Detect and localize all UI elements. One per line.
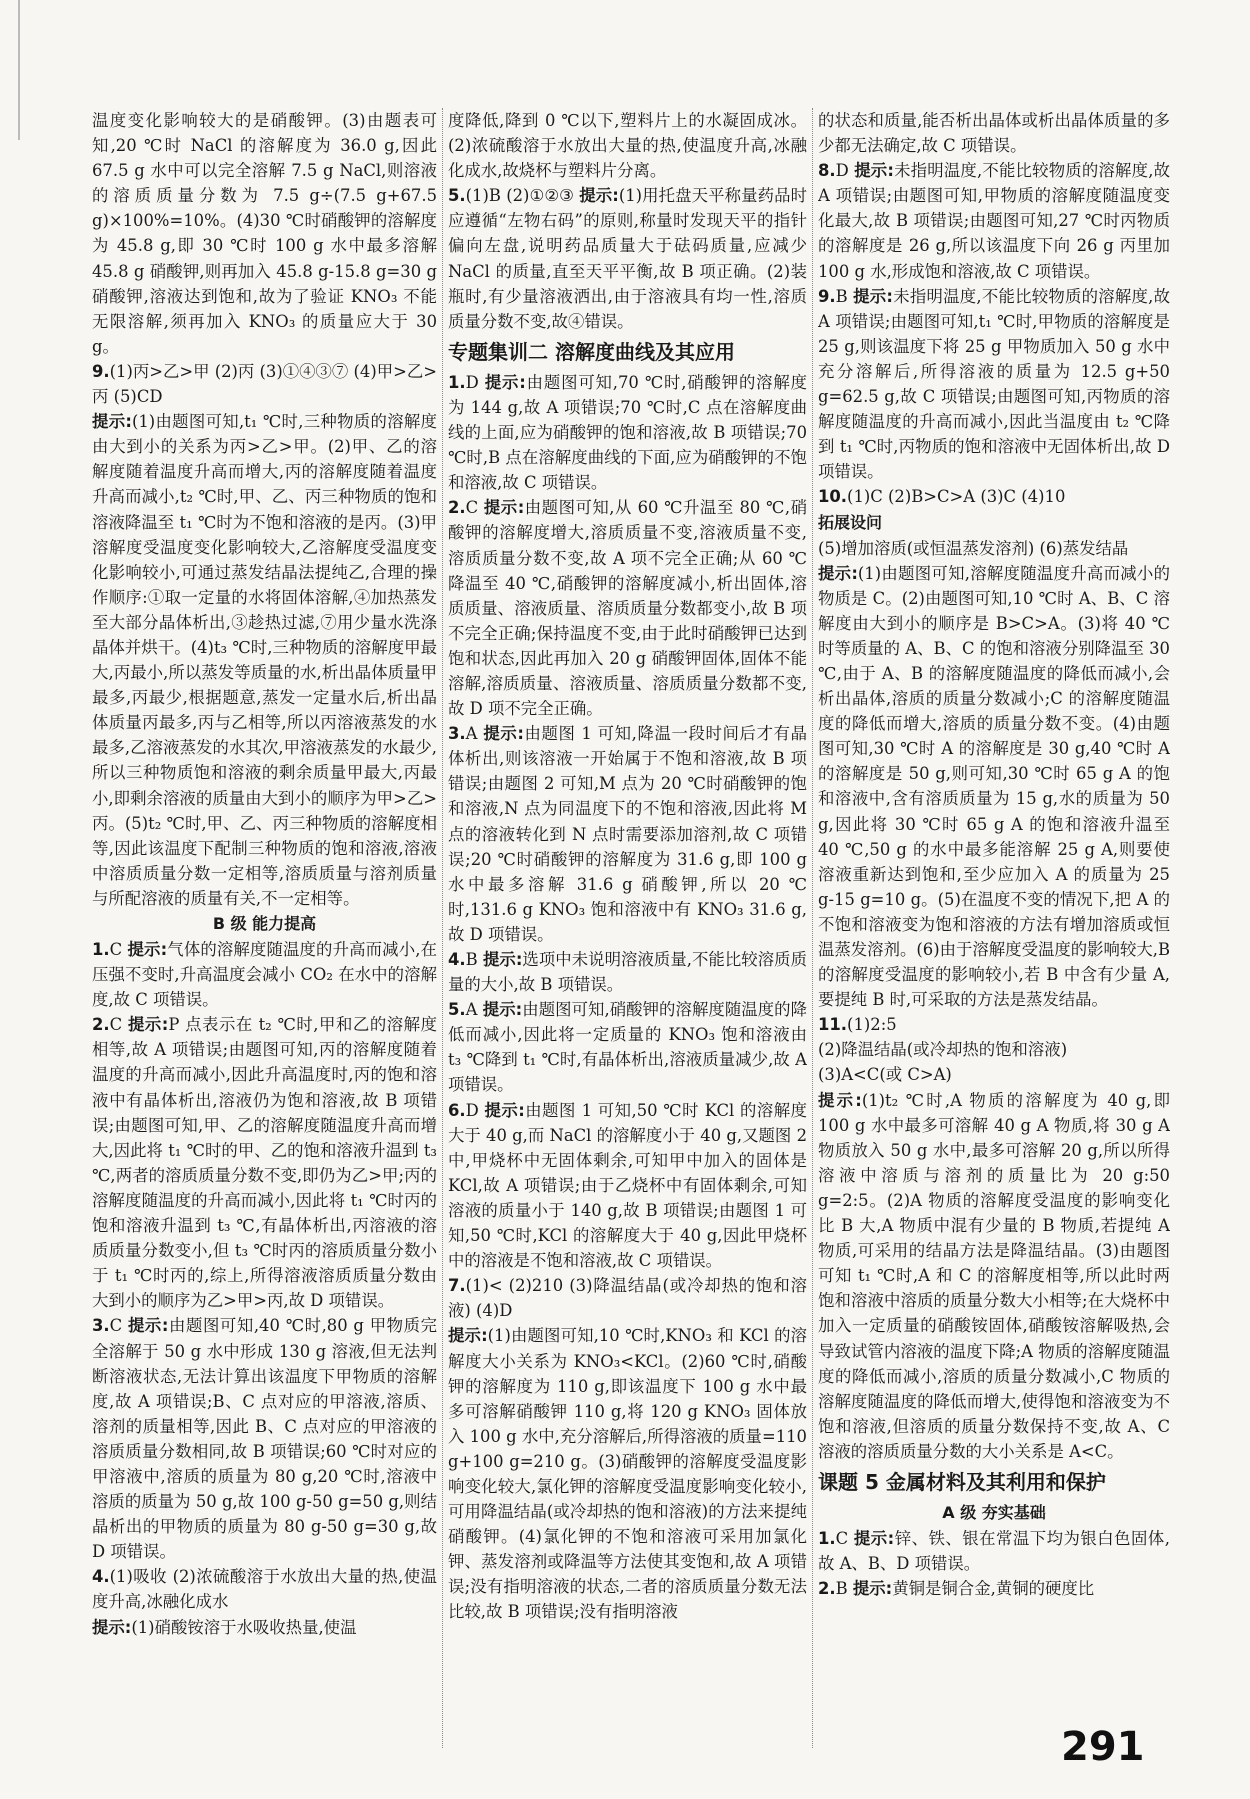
answer-text: (1)< (2)210 (3)降温结晶(或冷却热的饱和溶液) (4)D — [448, 1276, 807, 1321]
question-number: 1. — [448, 372, 466, 392]
hint-label: 提示: — [92, 1617, 132, 1637]
section-heading: 课题 5 金属材料及其利用和保护 — [818, 1469, 1106, 1494]
hint-text: 黄铜是铜合金,黄铜的硬度比 — [892, 1579, 1095, 1599]
hint-text: 由题图可知,从 60 ℃升温至 80 ℃,硝酸钾的溶解度增大,溶质质量不变,溶液质量不变,溶质质量分数不变,故 A 项不完全正确;从 60 ℃降温至 40 ℃,硝酸钾的溶解度减小,析出固体,溶质质量、溶液质量、溶质质量分数都变小,故 B 项不完全正确;保持温度不变,由于此时硝酸钾已达到饱和状态,因此再加入 20 g 硝酸钾固体,固体不能溶解,溶质质量、溶液质量、溶质质量分数都不变,故 D 项不完全正确。 — [448, 498, 807, 719]
question-number: 6. — [448, 1100, 466, 1120]
hint-label: 提示: — [483, 724, 524, 744]
answer-paragraph — [448, 183, 807, 334]
answer-text: A — [465, 724, 484, 744]
answer-text: D — [465, 372, 485, 392]
answer-paragraph — [92, 937, 437, 1012]
answer-paragraph — [818, 484, 1170, 509]
hint-text: 由题图 1 可知,降温一段时间后才有晶体析出,则该溶液一开始属于不饱和溶液,故 B 项错误;由题图 2 可知,M 点为 20 ℃时硝酸钾的饱和溶液,N 点为同温度下的不饱和溶液,因此将 M 点的溶液转化到 N 点时需要添加溶剂,故 C 项错误;20 ℃时硝酸钾的溶解度为 31.6 g,即 100 g 水中最多溶解 31.6 g 硝酸钾,所以 20 ℃时,131.6 g KNO₃ 饱和溶液中有 KNO₃ 31.6 g,故 D 项错误。 — [448, 724, 807, 944]
hint-text: 气体的溶解度随温度的升高而减小,在压强不变时,升高温度会减小 CO₂ 在水中的溶解度,故 C 项错误。 — [92, 940, 437, 1010]
answer-text: (1)丙>乙>甲 (2)丙 (3)①④③⑦ (4)甲>乙>丙 (5)CD — [92, 361, 437, 407]
hint-label: 提示: — [127, 1316, 169, 1336]
answer-paragraph — [92, 409, 437, 911]
hint-label: 提示: — [854, 161, 894, 181]
answer-paragraph — [818, 284, 1170, 485]
hint-label: 提示: — [853, 286, 893, 306]
answer-text: 的状态和质量,能否析出晶体或析出晶体质量的多少都无法确定,故 C 项错误。 — [818, 111, 1170, 156]
answer-paragraph — [818, 1526, 1170, 1576]
answer-text: B — [835, 1579, 853, 1599]
column-divider — [442, 108, 443, 1748]
level-heading: B 级 能力提高 — [212, 914, 317, 933]
answer-text: (1)由题图可知,10 ℃时,KNO₃ 和 KCl 的溶解度大小关系为 KNO₃<KCl。(2)60 ℃时,硝酸钾的溶解度为 110 g,即该温度下 100 g 水中最多可溶解硝酸钾 110 g,将 120 g KNO₃ 固体放入 100 g 水中,充分溶解后,所得溶液的质量=110 g+100 g=210 g。(3)硝酸钾的溶解度受温度影响变化较大,氯化钾的溶解度受温度影响变化较小,可用降温结晶(或冷却热的饱和溶液)的方法来提纯硝酸钾。(4)氯化钾的不饱和溶液可采用加氯化钾、蒸发溶剂或降温等方法使其变饱和,故 A 项错误;没有指明溶液的状态,二者的溶质质量分数无法比较,故 B 项错误;没有指明溶液 — [448, 1326, 807, 1622]
answer-paragraph — [448, 721, 807, 947]
hint-label: 提示: — [818, 563, 858, 583]
column-middle — [448, 108, 807, 1748]
question-number: 7. — [448, 1276, 466, 1296]
answer-text: 度降低,降到 0 ℃以下,塑料片上的水凝固成冰。(2)浓硫酸溶于水放出大量的热,使温度升高,冰融化成水,故烧杯与塑料片分离。 — [448, 111, 807, 181]
answer-text: B — [465, 950, 483, 969]
answer-paragraph — [818, 1576, 1170, 1601]
hint-label: 提示: — [818, 1090, 862, 1110]
question-number: 5. — [448, 186, 466, 206]
answer-text: C — [109, 1015, 128, 1035]
answer-text: (1)2:5 — [847, 1015, 897, 1035]
question-number: 2. — [448, 498, 466, 518]
answer-text: A — [465, 1000, 483, 1020]
answer-paragraph — [448, 947, 807, 997]
answer-text: C — [109, 940, 128, 959]
answer-text: (1)硝酸铵溶于水吸收热量,使温 — [131, 1617, 357, 1637]
binding-edge — [18, 0, 20, 140]
answer-text: (1)吸收 (2)浓硫酸溶于水放出大量的热,使温度升高,冰融化成水 — [92, 1567, 437, 1612]
hint-label: 提示: — [484, 1100, 525, 1120]
answer-paragraph — [448, 108, 807, 183]
answer-paragraph — [448, 1098, 807, 1274]
answer-text: (1)t₂ ℃时,A 物质的溶解度为 40 g,即 100 g 水中最多可溶解 40 g A 物质,将 30 g A 物质放入 50 g 水中,最多可溶解 20 g,所以所得溶液中溶质与溶剂的质量比为 20 g:50 g=2:5。(2)A 物质的溶解度受温度的影响变化比 B 大,A 物质中混有少量的 B 物质,若提纯 A 物质,可采用的结晶方法是降温结晶。(3)由题图可知 t₁ ℃时,A 和 C 的溶解度相等,所以此时两饱和溶液中溶质的质量分数大小相等;在大烧杯中加入一定质量的硝酸铵固体,硝酸铵溶解吸热,会导致试管内溶液的温度下降;A 物质的溶解度随温度的降低而减小,溶质的质量分数减小,C 物质的溶解度随温度的降低而增大,使得饱和溶液变为不饱和溶液,但溶质的质量分数保持不变,故 A、C 溶液的溶质质量分数的大小关系是 A<C。 — [818, 1090, 1170, 1461]
hint-text: 未指明温度,不能比较物质的溶解度,故 A 项错误;由题图可知,t₁ ℃时,甲物质的溶解度是 25 g,则该温度下将 25 g 甲物质加入 50 g 水中充分溶解后,所得溶液的质量为 12.5 g+50 g=62.5 g,故 C 项错误;由题图可知,丙物质的溶解度随温度的升高而减小,因此当温度由 t₂ ℃降到 t₁ ℃时,丙物质的饱和溶液中无固体析出,故 D 项错误。 — [818, 286, 1170, 482]
hint-text: (1)用托盘天平称量药品时应遵循“左物右码”的原则,称量时发现天平的指针偏向左盘,说明药品质量大于砝码质量,应减少 NaCl 的质量,直至天平平衡,故 B 项正确。(2)装瓶时,有少量溶液洒出,由于溶液具有均一性,溶质质量分数不变,故④错误。 — [448, 186, 807, 331]
hint-text: P 点表示在 t₂ ℃时,甲和乙的溶解度相等,故 A 项错误;由题图可知,丙的溶解度随着温度的升高而减小,因此升高温度时,丙的饱和溶液中有晶体析出,溶液仍为饱和溶液,故 B 项错误;由题图可知,甲、乙的溶解度随温度升高而增大,因此将 t₁ ℃时的甲、乙的饱和溶液升温到 t₃ ℃,两者的溶质质量分数不变,即仍为乙>甲;丙的溶解度随温度的升高而减小,因此将 t₁ ℃时丙的饱和溶液升温到 t₃ ℃,有晶体析出,丙溶液的溶质质量分数变小,但 t₃ ℃时丙的溶质质量分数小于 t₁ ℃时丙的,综上,所得溶液溶质质量分数由大到小的顺序为乙>甲>丙,故 D 项错误。 — [92, 1015, 437, 1311]
answer-text: C — [835, 1528, 854, 1548]
answer-text: (1)由题图可知,溶解度随温度升高而减小的物质是 C。(2)由题图可知,10 ℃时 A、B、C 溶解度由大到小的顺序是 B>C>A。(3)将 40 ℃时等质量的 A、B、C 的饱和溶液分别降温至 30 ℃,由于 A、B 的溶解度随温度的降低而减小,会析出晶体,溶质的质量分数减小;C 的溶解度随温度的降低而增大,溶质的质量分数不变。(4)由题图可知,30 ℃时 A 的溶解度是 30 g,40 ℃时 A 的溶解度是 50 g,则可知,30 ℃时 65 g A 的饱和溶液中,含有溶质质量为 15 g,水的质量为 50 g,因此将 30 ℃时 65 g A 的饱和溶液升温至 40 ℃,50 g 的水中最多能溶解 25 g A,则要使溶液重新达到饱和,至少应加入 A 的质量为 25 g-15 g=10 g。(5)在温度不变的情况下,把 A 的不饱和溶液变为饱和溶液的方法有增加溶质或恒温蒸发溶剂。(6)由于溶解度受温度的影响较大,B 的溶解度受温度的影响较小,若 B 中含有少量 A,要提纯 B 时,可采取的方法是蒸发结晶。 — [818, 563, 1170, 1010]
hint-label: 提示: — [484, 372, 526, 392]
answer-paragraph — [92, 1012, 437, 1313]
sub-heading: 拓展设问 — [818, 512, 883, 532]
column-right — [818, 108, 1170, 1748]
answer-paragraph — [818, 1037, 1170, 1062]
question-number: 2. — [92, 1015, 110, 1035]
column-divider — [812, 108, 813, 1748]
answer-paragraph — [448, 1273, 807, 1323]
question-number: 11. — [818, 1015, 848, 1035]
question-number: 2. — [818, 1579, 836, 1599]
answer-paragraph — [92, 1564, 437, 1614]
hint-label: 提示: — [92, 412, 132, 432]
hint-text: 由题图可知,硝酸钾的溶解度随温度的降低而减小,因此将一定质量的 KNO₃ 饱和溶液由 t₃ ℃降到 t₁ ℃时,有晶体析出,溶液质量减少,故 A 项错误。 — [448, 1000, 807, 1095]
answer-text: (1)B (2)①②③ — [465, 186, 580, 206]
hint-text: 由题图可知,40 ℃时,80 g 甲物质完全溶解于 50 g 水中形成 130 g 溶液,但无法判断溶液状态,无法计算出该温度下甲物质的溶解度,故 A 项错误;B、C 点对应的甲溶液,溶质、溶剂的质量相等,因此 B、C 点对应的甲溶液的溶质质量分数相同,故 B 项错误;60 ℃时对应的甲溶液中,溶质的质量为 80 g,20 ℃时,溶液中溶质的质量为 50 g,故 100 g-50 g=50 g,则结晶析出的甲物质的质量为 80 g-50 g=30 g,故 D 项错误。 — [92, 1316, 437, 1562]
hint-text: 由题图 1 可知,50 ℃时 KCl 的溶解度大于 40 g,而 NaCl 的溶解度小于 40 g,又题图 2 中,甲烧杯中无固体剩余,可知甲中加入的固体是 KCl,故 A 项错误;由于乙烧杯中有固体剩余,可知溶液的质量小于 140 g,故 B 项错误;由题图 1 可知,50 ℃时,KCl 的溶解度大于 40 g,因此甲烧杯中的溶液是不饱和溶液,故 C 项错误。 — [448, 1100, 807, 1271]
section-heading: 专题集训二 溶解度曲线及其应用 — [448, 339, 735, 364]
answer-text: B — [835, 286, 854, 306]
answer-paragraph — [818, 108, 1170, 158]
question-number: 3. — [92, 1316, 110, 1336]
answer-text: (1)由题图可知,t₁ ℃时,三种物质的溶解度由大到小的关系为丙>乙>甲。(2)甲、乙的溶解度随着温度升高而增大,丙的溶解度随着温度升高而减小,t₂ ℃时,甲、乙、丙三种物质的饱和溶液降温至 t₁ ℃时为不饱和溶液的是丙。(3)甲溶解度受温度变化影响较大,乙溶解度受温度变化影响较小,可通过蒸发结晶法提纯乙,合理的操作顺序:①取一定量的水将固体溶解,④加热蒸发至大部分晶体析出,③趁热过滤,⑦用少量水洗涤晶体并烘干。(4)t₃ ℃时,三种物质的溶解度甲最大,丙最小,所以蒸发等质量的水,析出晶体质量甲最多,丙最少,根据题意,蒸发一定量水后,析出晶体质量丙最多,丙与乙相等,所以丙溶液蒸发的水最多,乙溶液蒸发的水其次,甲溶液蒸发的水最少,所以三种物质饱和溶液的剩余质量甲最大,丙最小,即剩余溶液的质量由大到小的顺序为甲>乙>丙。(5)t₂ ℃时,甲、乙、丙三种物质的溶解度相等,因此该温度下配制三种物质的饱和溶液,溶液中溶质质量分数一定相等,溶质质量与溶剂质量与所配溶液的质量有关,不一定相等。 — [92, 412, 437, 908]
hint-label: 提示: — [853, 1528, 895, 1548]
answer-text: (5)增加溶质(或恒温蒸发溶剂) (6)蒸发结晶 — [818, 538, 1129, 558]
question-number: 1. — [92, 940, 110, 959]
answer-paragraph — [818, 1012, 1170, 1037]
answer-paragraph — [818, 1062, 1170, 1087]
answer-paragraph — [92, 1313, 437, 1564]
page-number: 291 — [1061, 1724, 1145, 1770]
answer-paragraph — [92, 359, 437, 409]
answer-paragraph — [818, 536, 1170, 561]
answer-paragraph — [92, 1615, 437, 1640]
answer-text: D — [465, 1100, 485, 1120]
answer-text: C — [465, 498, 484, 518]
hint-text: 由题图可知,70 ℃时,硝酸钾的溶解度为 144 g,故 A 项错误;70 ℃时,C 点在溶解度曲线的上面,应为硝酸钾的饱和溶液,故 B 项错误;70 ℃时,B 点在溶解度曲线的下面,应为硝酸钾的不饱和溶液,故 C 项错误。 — [448, 372, 807, 493]
hint-text: 锌、铁、银在常温下均为银白色固体,故 A、B、D 项错误。 — [818, 1528, 1170, 1574]
hint-label: 提示: — [127, 940, 168, 959]
level-heading: A 级 夯实基础 — [942, 1502, 1046, 1522]
hint-label: 提示: — [127, 1015, 169, 1035]
question-number: 5. — [448, 1000, 466, 1020]
answer-paragraph — [448, 495, 807, 721]
question-number: 9. — [818, 286, 836, 306]
question-number: 3. — [448, 724, 466, 744]
answer-text: (2)降温结晶(或冷却热的饱和溶液) — [818, 1040, 1068, 1060]
answer-text: (3)A<C(或 C>A) — [818, 1065, 952, 1085]
question-number: 8. — [818, 161, 836, 181]
answer-paragraph — [818, 561, 1170, 1013]
question-number: 4. — [448, 950, 466, 969]
hint-text: 未指明温度,不能比较物质的溶解度,故 A 项错误;由题图可知,甲物质的溶解度随温度变化最大,故 B 项错误;由题图可知,27 ℃时丙物质的溶解度是 26 g,所以该温度下向 26 g 丙里加 100 g 水,形成饱和溶液,故 C 项错误。 — [818, 161, 1170, 281]
question-number: 10. — [818, 487, 848, 507]
answer-text: 温度变化影响较大的是硝酸钾。(3)由题表可知,20 ℃时 NaCl 的溶解度为 36.0 g,因此 67.5 g 水中可以完全溶解 7.5 g NaCl,则溶液的溶质质量分数为 7.5 g÷(7.5 g+67.5 g)×100%=10%。(4)30 ℃时硝酸钾的溶解度为 45.8 g,即 30 ℃时 100 g 水中最多溶解 45.8 g 硝酸钾,则再加入 45.8 g-15.8 g=30 g 硝酸钾,溶液达到饱和,故为了验证 KNO₃ 不能无限溶解,须再加入 KNO₃ 的质量应大于 30 g。 — [92, 111, 437, 356]
question-number: 4. — [92, 1567, 110, 1587]
answer-paragraph — [448, 997, 807, 1097]
column-left — [92, 108, 437, 1748]
answer-paragraph — [818, 158, 1170, 283]
answer-paragraph — [92, 108, 437, 359]
answer-paragraph — [448, 1323, 807, 1624]
answer-text: C — [109, 1316, 128, 1336]
question-number: 9. — [92, 361, 110, 381]
hint-label: 提示: — [852, 1579, 893, 1599]
answer-paragraph — [448, 370, 807, 495]
answer-paragraph — [818, 1088, 1170, 1464]
hint-label: 提示: — [483, 498, 525, 518]
hint-label: 提示: — [482, 950, 523, 969]
answer-text: (1)C (2)B>C>A (3)C (4)10 — [847, 487, 1066, 507]
hint-text: 选项中未说明溶液质量,不能比较溶质质量的大小,故 B 项错误。 — [448, 950, 807, 995]
hint-label: 提示: — [448, 1326, 488, 1346]
question-number: 1. — [818, 1528, 836, 1548]
answer-text: D — [835, 161, 855, 181]
hint-label: 提示: — [482, 1000, 523, 1020]
hint-label: 提示: — [579, 186, 619, 206]
